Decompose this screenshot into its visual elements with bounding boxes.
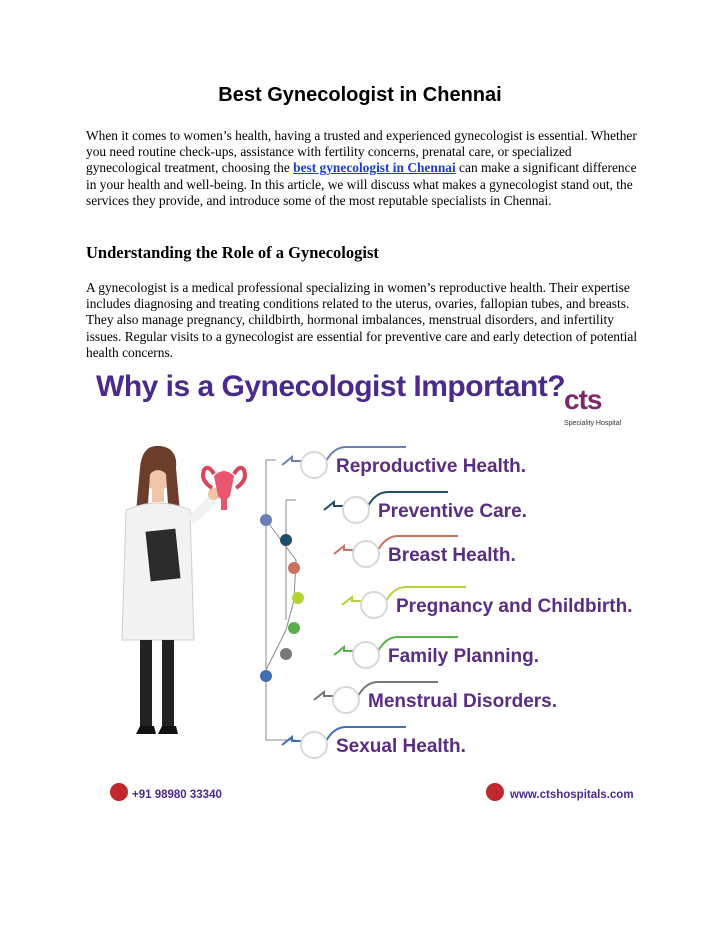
item-label: Pregnancy and Childbirth. bbox=[396, 596, 633, 617]
tree-node-dot bbox=[260, 514, 272, 526]
intro-text-end: can make a significant difference in your health and well-being. In this article, we will discuss what makes a gynecologist stand out, the services they provide, and introduce some of the most reputable specialists in Chennai. bbox=[86, 160, 637, 208]
item-label: Family Planning. bbox=[388, 646, 539, 667]
page-title: Best Gynecologist in Chennai bbox=[218, 84, 502, 106]
section-paragraph: A gynecologist is a medical professional specializing in women’s reproductive health. Their expertise includes diagnosing and treating conditions related to the uterus, ovaries, fallopian tubes, and breasts. They also manage pregnancy, childbirth, hormonal imbalances, menstrual disorders, and infertility issues. Regular visits to a gynecologist are essential for preventive care and early detection of potential health concerns. bbox=[86, 280, 638, 360]
phone-icon bbox=[110, 783, 128, 801]
tree-node-dot bbox=[280, 648, 292, 660]
label-ball bbox=[301, 732, 327, 758]
label-ball bbox=[353, 642, 379, 668]
gynecology-diagram bbox=[96, 370, 636, 810]
best-gynecologist-link[interactable]: best gynecologist in Chennai bbox=[293, 160, 456, 176]
logo-text: cts bbox=[564, 384, 602, 415]
tree-node-dot bbox=[288, 622, 300, 634]
intro-text-start: When it comes to women’s health, having a trusted and experienced gynecologist is essential. Whether you need routine check-ups, assistance with fertility concerns, prenatal care, or specialized gynecological treatment, choosing the bbox=[86, 128, 637, 176]
connector-lines bbox=[266, 460, 296, 740]
intro-paragraph bbox=[86, 128, 638, 209]
tree-node-dot bbox=[292, 592, 304, 604]
label-ball bbox=[353, 541, 379, 567]
website-url: www.ctshospitals.com bbox=[510, 789, 634, 801]
label-ball bbox=[301, 452, 327, 478]
item-label: Reproductive Health. bbox=[336, 456, 527, 477]
tree-node-dot bbox=[280, 534, 292, 546]
tree-node-dot bbox=[288, 562, 300, 574]
label-ball bbox=[333, 687, 359, 713]
infographic-image bbox=[96, 370, 636, 810]
phone-number: +91 98980 33340 bbox=[132, 789, 222, 801]
label-ball bbox=[361, 592, 387, 618]
tree-node-dot bbox=[260, 670, 272, 682]
item-label: Breast Health. bbox=[388, 545, 516, 566]
item-label: Preventive Care. bbox=[378, 501, 527, 522]
label-ball bbox=[343, 497, 369, 523]
items-group bbox=[260, 447, 632, 758]
logo-subtitle: Speciality Hospital bbox=[564, 420, 622, 427]
doctor-illustration bbox=[122, 446, 245, 734]
globe-icon bbox=[486, 783, 504, 801]
item-label: Sexual Health. bbox=[336, 736, 466, 757]
section-heading: Understanding the Role of a Gynecologist bbox=[86, 243, 379, 262]
infographic-title: Why is a Gynecologist Important? bbox=[96, 370, 566, 403]
contact-row bbox=[108, 783, 634, 809]
item-label: Menstrual Disorders. bbox=[368, 691, 557, 712]
